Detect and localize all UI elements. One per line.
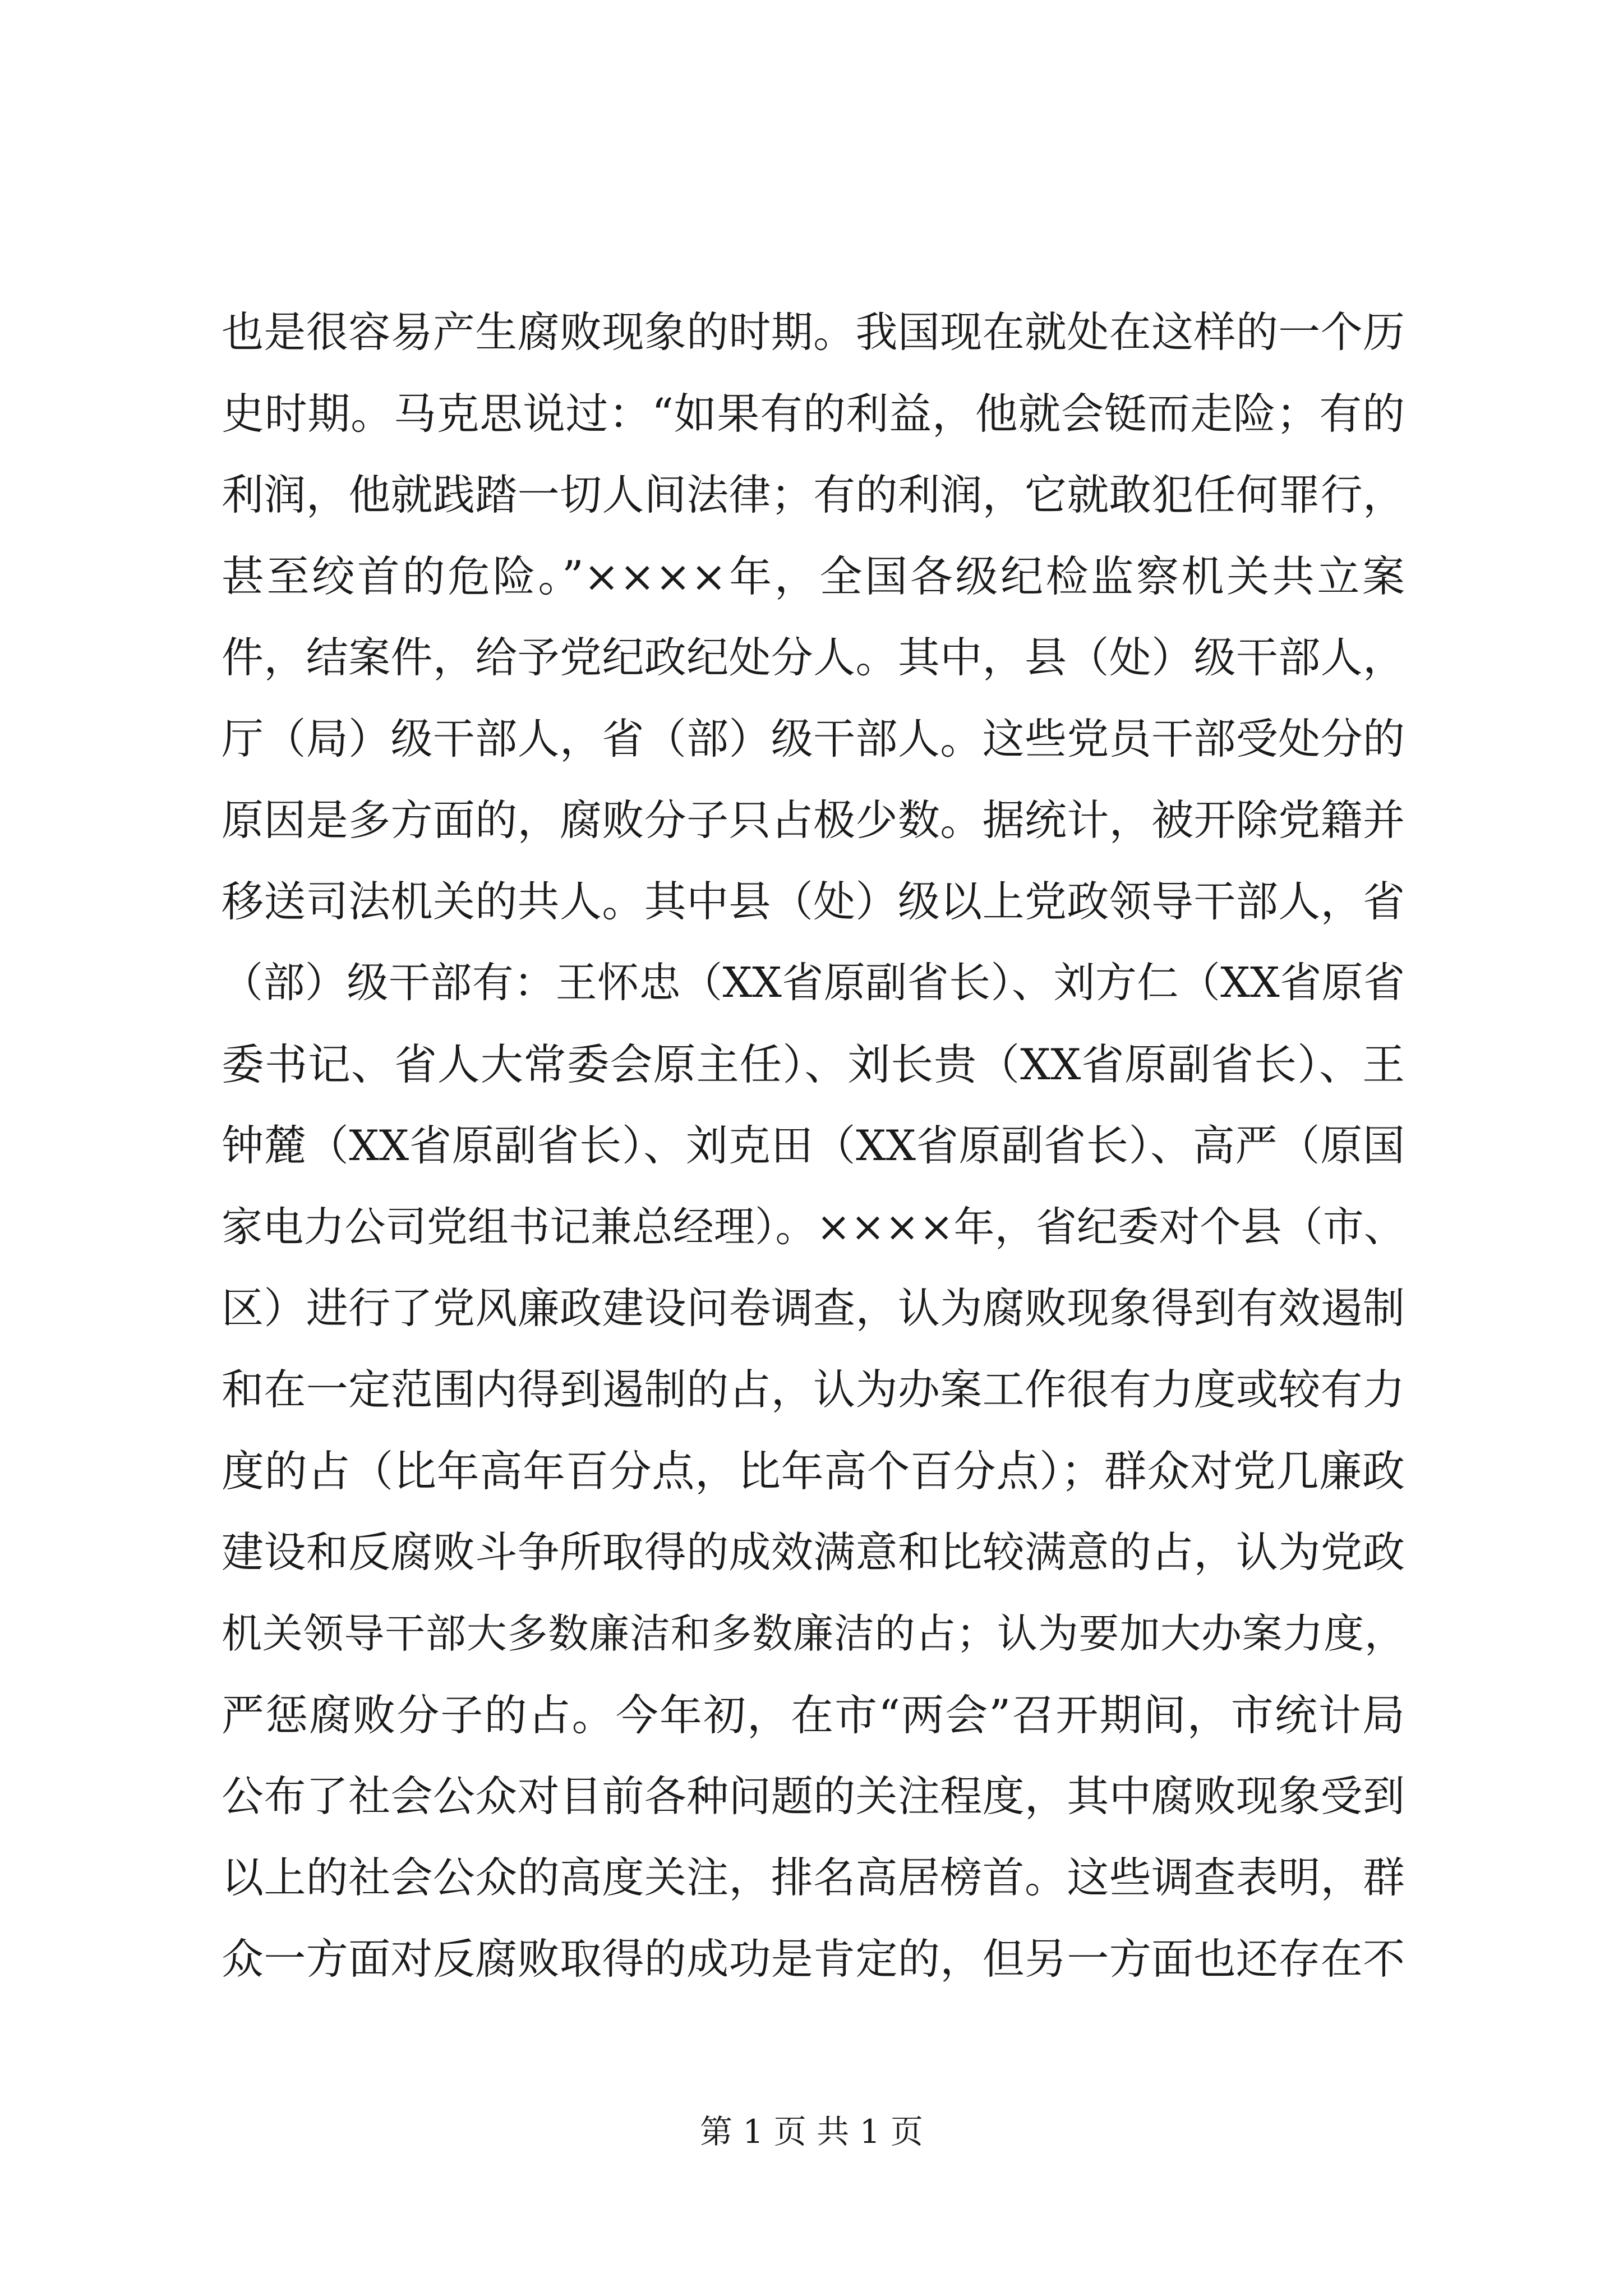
text-line: 原因是多方面的，腐败分子只占极少数。据统计，被开除党籍并 (222, 795, 1405, 845)
text-line: 甚至绞首的危险。”××××年，全国各级纪检监察机关共立案 (222, 551, 1405, 601)
text-line: 利润，他就践踏一切人间法律；有的利润，它就敢犯任何罪行， (222, 470, 1405, 519)
text-line: 家电力公司党组书记兼总经理）。××××年，省纪委对个县（市、 (222, 1203, 1405, 1251)
text-line: 区）进行了党风廉政建设问卷调查，认为腐败现象得到有效遏制 (222, 1283, 1405, 1333)
text-line: 委书记、省人大常委会原主任）、刘长贵（XX省原副省长）、王 (222, 1039, 1405, 1089)
text-line: （部）级干部有：王怀忠（XX省原副省长）、刘方仁（XX省原省 (222, 959, 1405, 1007)
text-line: 钟麓（XX省原副省长）、刘克田（XX省原副省长）、高严（原国 (222, 1121, 1405, 1170)
text-line: 公布了社会公众对目前各种问题的关注程度，其中腐败现象受到 (222, 1772, 1405, 1821)
text-line: 度的占（比年高年百分点，比年高个百分点）；群众对党几廉政 (222, 1446, 1405, 1496)
text-line: 史时期。马克思说过：“如果有的利益，他就会铤而走险；有的 (222, 389, 1405, 439)
text-line: 和在一定范围内得到遏制的占，认为办案工作很有力度或较有力 (222, 1365, 1405, 1414)
text-line: 机关领导干部大多数廉洁和多数廉洁的占；认为要加大办案力度， (222, 1610, 1405, 1657)
text-line: 严惩腐败分子的占。今年初，在市“两会”召开期间，市统计局 (222, 1690, 1405, 1740)
text-line: 移送司法机关的共人。其中县（处）级以上党政领导干部人，省 (222, 877, 1405, 926)
text-line: 厅（局）级干部人，省（部）级干部人。这些党员干部受处分的 (222, 714, 1405, 763)
text-line: 也是很容易产生腐败现象的时期。我国现在就处在这样的一个历 (222, 307, 1405, 357)
text-line: 件，结案件，给予党纪政纪处分人。其中，县（处）级干部人， (222, 633, 1405, 682)
body-text (222, 292, 1405, 2000)
page-number-label: 第 1 页 共 1 页 (700, 2113, 923, 2151)
text-line: 以上的社会公众的高度关注，排名高居榜首。这些调查表明，群 (222, 1853, 1405, 1902)
text-line: 众一方面对反腐败取得的成功是肯定的，但另一方面也还存在不 (222, 1934, 1405, 1984)
page-footer (0, 2109, 1623, 2154)
text-line: 建设和反腐败斗争所取得的成效满意和比较满意的占，认为党政 (222, 1527, 1405, 1577)
